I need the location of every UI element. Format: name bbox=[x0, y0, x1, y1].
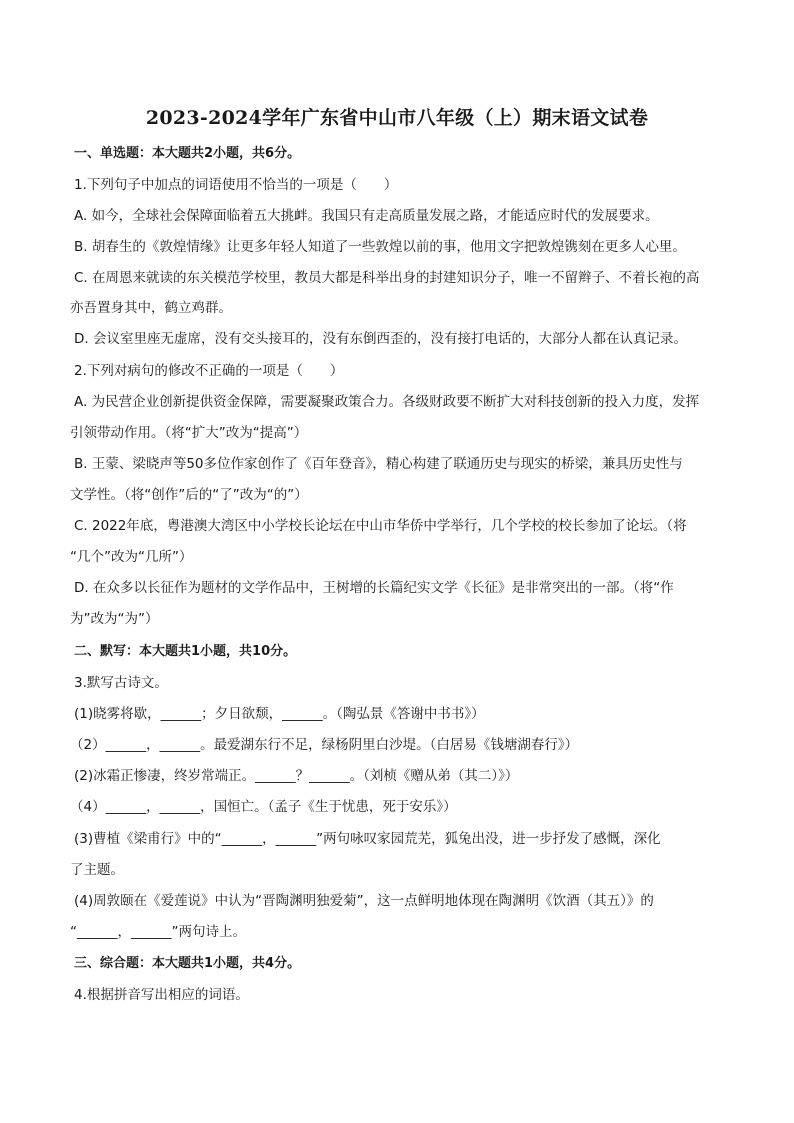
question-1-option-c-cont: 亦吾置身其中，鹤立鸡群。 bbox=[70, 300, 232, 316]
question-1-option-c: C. 在周恩来就读的东关模范学校里，教员大都是科举出身的封建知识分子，唯一不留辫子、不着长袍的高 bbox=[74, 270, 700, 286]
question-3-item-5: (3)曹植《梁甫行》中的“______，______”两句咏叹家园荒芜，狐兔出没，进一步抒发了感慨，深化 bbox=[74, 831, 661, 847]
question-2-option-c: C. 2022年底，粤港澳大湾区中小学校长论坛在中山市华侨中学举行，几个学校的校长参加了论坛。（将 bbox=[74, 518, 687, 534]
section-heading-2: 二、默写：本大题共1小题，共10分。 bbox=[74, 644, 297, 659]
question-3-item-4: （4）______，______，国恒亡。（孟子《生于忧患，死于安乐》） bbox=[70, 799, 457, 815]
question-1-option-d: D. 会议室里座无虚席，没有交头接耳的，没有东倒西歪的，没有接打电话的，大部分人都在认真记录。 bbox=[74, 331, 687, 347]
question-3-item-1: (1)晓雾将歇，______；夕日欲颓，______。（陶弘景《答谢中书书》） bbox=[74, 706, 485, 722]
question-1-stem: 1.下列句子中加点的词语使用不恰当的一项是（ ） bbox=[74, 177, 398, 193]
question-1-option-a: A. 如今，全球社会保障面临着五大挑衅。我国只有走高质量发展之路，才能适应时代的发展要求。 bbox=[74, 208, 659, 224]
section-heading-1: 一、单选题：本大题共2小题，共6分。 bbox=[74, 146, 301, 161]
question-4-stem: 4.根据拼音写出相应的词语。 bbox=[74, 987, 249, 1003]
question-3-item-5-cont: 了主题。 bbox=[70, 862, 124, 878]
question-2-stem: 2.下列对病句的修改不正确的一项是（ ） bbox=[74, 363, 344, 379]
question-3-item-3: (2)冰霜正惨凄，终岁常端正。______？______。（刘桢《赠从弟（其二）》） bbox=[74, 768, 519, 784]
question-2-option-a-cont: 引领带动作用。（将“扩大”改为“提高”） bbox=[70, 425, 308, 441]
exam-title: 2023-2024学年广东省中山市八年级（上）期末语文试卷 bbox=[145, 107, 649, 129]
question-3-item-2: （2）______，______。最爱湖东行不足，绿杨阴里白沙堤。（白居易《钱塘湖春行》） bbox=[70, 737, 579, 753]
question-2-option-d: D. 在众多以长征作为题材的文学作品中，王树增的长篇纪实文学《长征》是非常突出的一部。（将“作 bbox=[74, 580, 674, 596]
question-1-option-b: B. 胡春生的《敦煌情缘》让更多年轻人知道了一些敦煌以前的事，他用文字把敦煌镌刻在更多人心里。 bbox=[74, 239, 686, 255]
question-3-stem: 3.默写古诗文。 bbox=[74, 675, 168, 691]
question-3-item-6-cont: “______，______”两句诗上。 bbox=[70, 924, 246, 940]
question-2-option-d-cont: 为”改为“为”） bbox=[70, 611, 159, 627]
question-2-option-c-cont: “几个”改为“几所”） bbox=[70, 549, 193, 565]
section-heading-3: 三、综合题：本大题共1小题，共4分。 bbox=[74, 956, 301, 971]
question-2-option-b-cont: 文学性。（将“创作”后的“了”改为“的”） bbox=[70, 487, 308, 503]
question-2-option-b: B. 王蒙、梁晓声等50多位作家创作了《百年登音》，精心构建了联通历史与现实的桥梁，兼具历史性与 bbox=[74, 456, 683, 472]
question-2-option-a: A. 为民营企业创新提供资金保障，需要凝聚政策合力。各级财政要不断扩大对科技创新的投入力度，发挥 bbox=[74, 394, 700, 410]
question-3-item-6: (4)周敦颐在《爱莲说》中认为“晋陶渊明独爱菊”，这一点鲜明地体现在陶渊明《饮酒（其五）》的 bbox=[74, 893, 654, 909]
